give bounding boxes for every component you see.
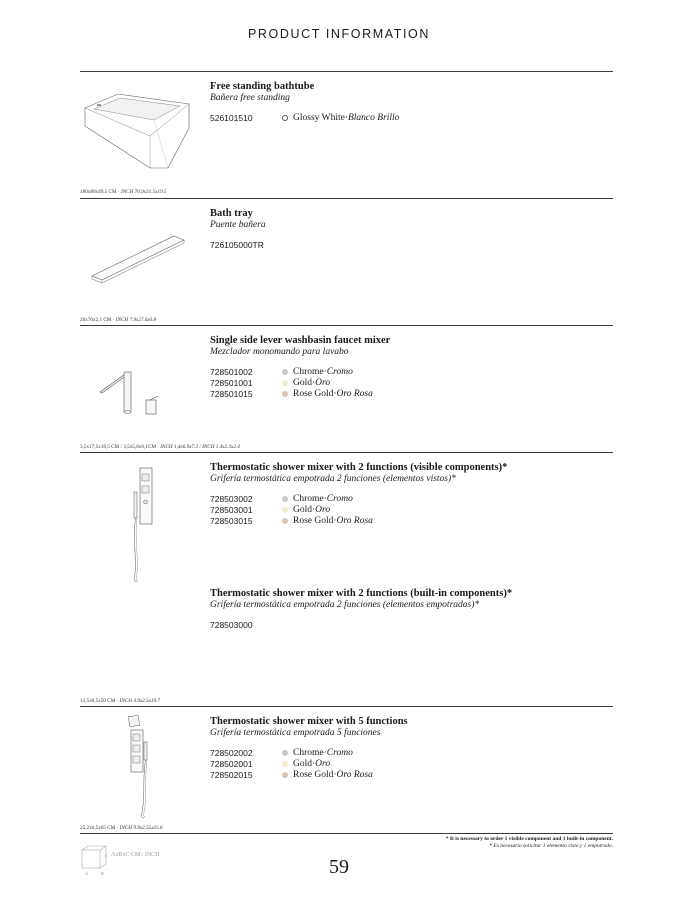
- finish-swatch-icon: [282, 369, 288, 375]
- shower-mixer-2f-image: [126, 466, 156, 586]
- page-title: PRODUCT INFORMATION: [247, 27, 431, 41]
- divider: [80, 198, 613, 199]
- bathtub-image: [82, 88, 192, 174]
- divider: [80, 833, 613, 834]
- footnote-en: * It is necessary to order 1 visible component and 1 built-in component.: [445, 836, 613, 842]
- sku-row: 728501015 Rose Gold · Oro Rosa: [210, 388, 373, 399]
- sku-code: 726105000TR: [210, 239, 264, 250]
- finish-swatch-icon: [282, 761, 288, 767]
- sku-row: 728503015 Rose Gold · Oro Rosa: [210, 515, 373, 526]
- sku-row: 728501001 Gold · Oro: [210, 377, 331, 388]
- product-block: [210, 716, 610, 780]
- sku-row: [210, 239, 610, 250]
- product-subtitle: Grifería termostática empotrada 2 funciones (elementos empotrados)*: [210, 600, 480, 610]
- product-block: [210, 81, 610, 123]
- shower-mixer-5f-image: [124, 712, 158, 822]
- finish-swatch-icon: [282, 750, 288, 756]
- divider: [80, 706, 613, 707]
- sku-code: 526101510: [210, 112, 253, 123]
- product-title: Thermostatic shower mixer with 2 functions (built-in components)*: [210, 588, 513, 599]
- divider: [80, 71, 613, 72]
- product-subtitle: Bañera free standing: [210, 93, 290, 103]
- product-title: Thermostatic shower mixer with 5 functions: [210, 716, 408, 727]
- legend-dims: AxBxC CM / INCH: [111, 852, 160, 858]
- sku-row: 728502015 Rose Gold · Oro Rosa: [210, 769, 373, 780]
- sku-code: 728502015: [210, 769, 253, 780]
- product-block: [210, 462, 610, 526]
- sku-row: [210, 619, 610, 630]
- sku-code: 728503002: [210, 493, 253, 504]
- finish-swatch-icon: [282, 507, 288, 513]
- page-number: 59: [329, 856, 349, 878]
- product-block: [210, 208, 610, 250]
- product-block: [210, 588, 610, 630]
- sku-code: 728501001: [210, 377, 253, 388]
- product-title: Single side lever washbasin faucet mixer: [210, 335, 391, 346]
- sku-row: 728501002 Chrome · Cromo: [210, 366, 353, 377]
- dimensions: 20x70x2,1 CM · INCH 7.9x27.6x0.8: [80, 317, 157, 323]
- product-subtitle: Puente bañera: [210, 220, 266, 230]
- bath-tray-image: [88, 234, 188, 284]
- sku-row: 728503002 Chrome · Cromo: [210, 493, 353, 504]
- dimensions: 3,5x17,5x18,5 CM / 3,5x5,8x6,1CM · INCH 1,4x6.9x7.3 / INCH 1.4x2.3x2.4: [80, 444, 240, 450]
- legend-b: B: [101, 871, 105, 876]
- product-subtitle: Grifería termostática empotrada 2 funciones (elementos vistos)*: [210, 474, 456, 484]
- finish-swatch-icon: [282, 391, 288, 397]
- dimensions: 180x80x49,5 CM · INCH 70.9x31.5x19.5: [80, 189, 167, 195]
- divider: [80, 452, 613, 453]
- product-title: Thermostatic shower mixer with 2 functions (visible components)*: [210, 462, 508, 473]
- dimensions: 25,2x6,5x65 CM · INCH 9.9x2.55x25.6: [80, 825, 163, 831]
- sku-code: 728503000: [210, 619, 253, 630]
- dimensions: 12,5x6,5x50 CM · INCH 4.9x2.5x19.7: [80, 698, 160, 704]
- finish-swatch-icon: [282, 772, 288, 778]
- product-block: [210, 335, 610, 399]
- sku-row: 728503001 Gold · Oro: [210, 504, 331, 515]
- sku-row: 728502001 Gold · Oro: [210, 758, 331, 769]
- legend-c: C: [105, 853, 109, 858]
- product-title: Free standing bathtube: [210, 81, 315, 92]
- footnote-es: * Es necesario solicitar 1 elemento visto y 1 empotrado.: [489, 843, 613, 849]
- sku-code: 728501002: [210, 366, 253, 377]
- sku-row: 728502002 Chrome · Cromo: [210, 747, 353, 758]
- footnote: [446, 836, 613, 850]
- finish-swatch-icon: [282, 115, 288, 121]
- finish-swatch-icon: [282, 518, 288, 524]
- faucet-image: [96, 360, 166, 420]
- divider: [80, 325, 613, 326]
- sku-row: 526101510 Glossy White · Blanco Brillo: [210, 112, 400, 123]
- finish-swatch-icon: [282, 496, 288, 502]
- sku-code: 728502001: [210, 758, 253, 769]
- product-title: Bath tray: [210, 208, 253, 219]
- product-subtitle: Grifería termostática empotrada 5 funciones: [210, 728, 381, 738]
- finish-swatch-icon: [282, 380, 288, 386]
- sku-code: 728502002: [210, 747, 253, 758]
- sku-code: 728501015: [210, 388, 253, 399]
- legend-a: A: [85, 871, 89, 876]
- product-subtitle: Mezclador monomando para lavabo: [210, 347, 349, 357]
- sku-code: 728503001: [210, 504, 253, 515]
- sku-code: 728503015: [210, 515, 253, 526]
